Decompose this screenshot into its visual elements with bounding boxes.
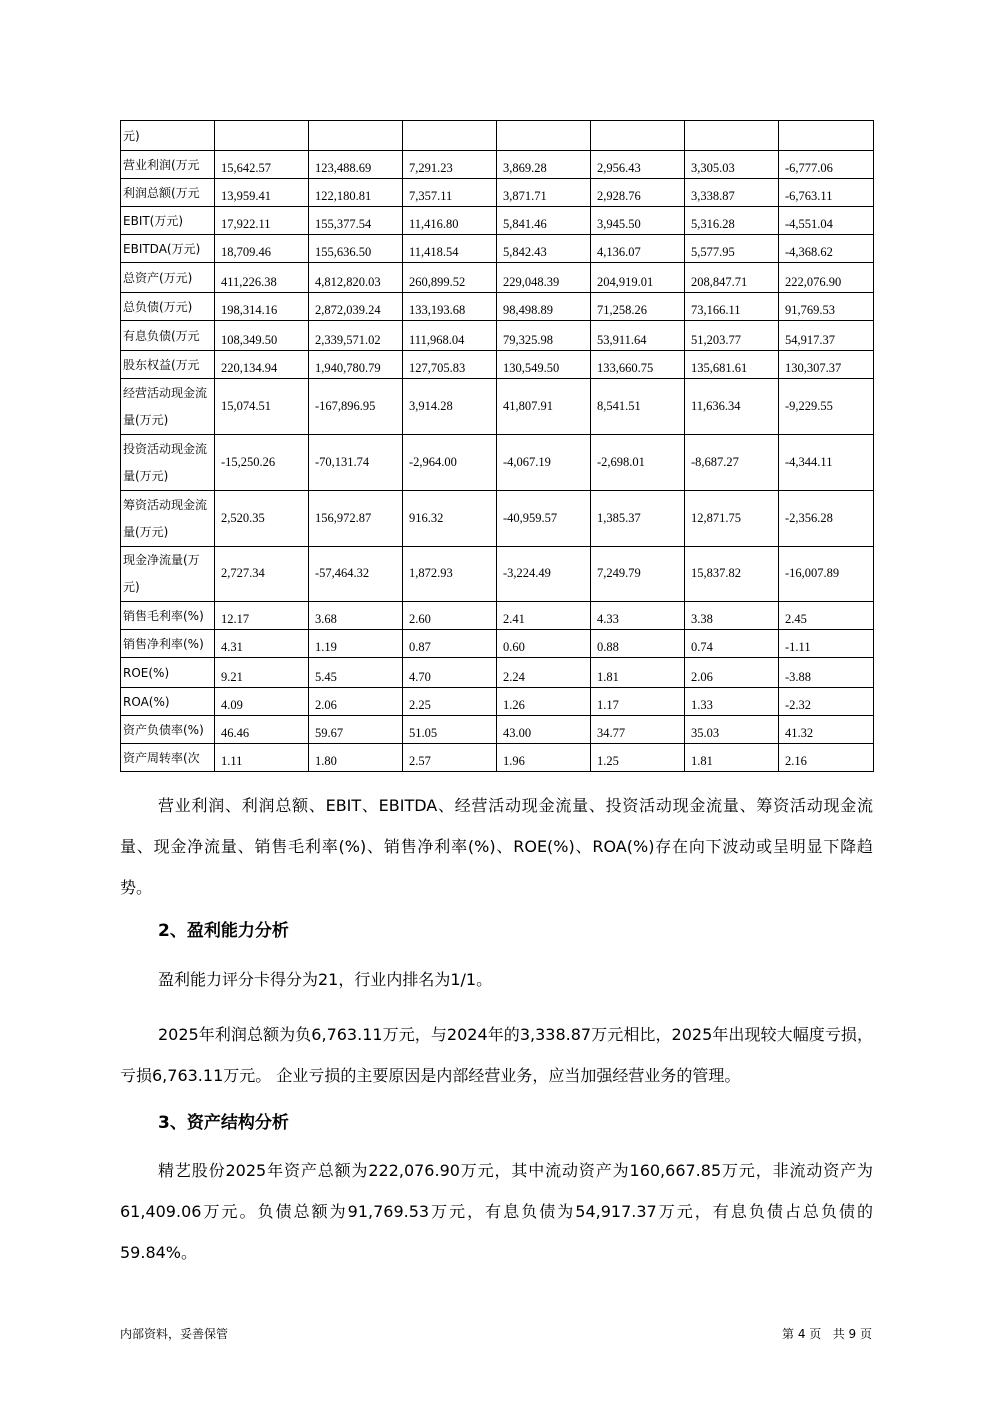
table-cell: 108,349.50 bbox=[215, 321, 309, 351]
table-cell: 2,956.43 bbox=[591, 151, 685, 179]
table-cell bbox=[215, 121, 309, 151]
table-cell: 4.70 bbox=[403, 658, 497, 688]
table-cell: 135,681.61 bbox=[685, 351, 779, 379]
row-label: 筹资活动现金流量(万元) bbox=[121, 491, 215, 547]
table-cell: 3,914.28 bbox=[403, 379, 497, 435]
table-cell: 1.96 bbox=[497, 744, 591, 772]
table-cell: 4.09 bbox=[215, 688, 309, 716]
table-row bbox=[121, 235, 874, 263]
table-cell: 1.33 bbox=[685, 688, 779, 716]
table-cell: 11,636.34 bbox=[685, 379, 779, 435]
table-cell: 54,917.37 bbox=[779, 321, 874, 351]
table-cell: 111,968.04 bbox=[403, 321, 497, 351]
table-cell: -9,229.55 bbox=[779, 379, 874, 435]
table-cell: 1.25 bbox=[591, 744, 685, 772]
table-cell: 204,919.01 bbox=[591, 263, 685, 293]
table-cell: 220,134.94 bbox=[215, 351, 309, 379]
table-cell: 133,193.68 bbox=[403, 293, 497, 321]
trend-paragraph: 营业利润、利润总额、EBIT、EBITDA、经营活动现金流量、投资活动现金流量、筹资活动现金流量、现金净流量、销售毛利率(%)、销售净利率(%)、ROE(%)、ROA(%)存在向下波动或呈明显下降趋势。 bbox=[120, 796, 873, 897]
table-cell: 1.26 bbox=[497, 688, 591, 716]
table-cell: 91,769.53 bbox=[779, 293, 874, 321]
table-cell: 17,922.11 bbox=[215, 207, 309, 235]
row-label: ROE(%) bbox=[121, 658, 215, 688]
table-cell: 51.05 bbox=[403, 716, 497, 744]
table-row bbox=[121, 491, 874, 547]
table-cell: 2.45 bbox=[779, 602, 874, 630]
row-label: 有息负债(万元 bbox=[121, 321, 215, 351]
table-row bbox=[121, 658, 874, 688]
table-row bbox=[121, 435, 874, 491]
table-cell: 12,871.75 bbox=[685, 491, 779, 547]
table-cell: -6,763.11 bbox=[779, 179, 874, 207]
table-row bbox=[121, 121, 874, 151]
table-cell: 229,048.39 bbox=[497, 263, 591, 293]
table-cell: 34.77 bbox=[591, 716, 685, 744]
table-cell: 7,291.23 bbox=[403, 151, 497, 179]
table-row bbox=[121, 151, 874, 179]
table-cell: -16,007.89 bbox=[779, 547, 874, 602]
table-cell: -2,698.01 bbox=[591, 435, 685, 491]
table-cell: 2.41 bbox=[497, 602, 591, 630]
table-row bbox=[121, 293, 874, 321]
table-cell: 2.06 bbox=[685, 658, 779, 688]
footer-page-number: 第 4 页 共 9 页 bbox=[782, 1327, 872, 1341]
row-label: 资产周转率(次 bbox=[121, 744, 215, 772]
table-cell: -6,777.06 bbox=[779, 151, 874, 179]
table-cell: 916.32 bbox=[403, 491, 497, 547]
table-cell: 3,871.71 bbox=[497, 179, 591, 207]
row-label: 总资产(万元) bbox=[121, 263, 215, 293]
table-cell: 3.38 bbox=[685, 602, 779, 630]
table-cell: -70,131.74 bbox=[309, 435, 403, 491]
table-cell: 2,727.34 bbox=[215, 547, 309, 602]
table-cell: 46.46 bbox=[215, 716, 309, 744]
table-cell: 2.57 bbox=[403, 744, 497, 772]
table-cell: 41.32 bbox=[779, 716, 874, 744]
row-label: 资产负债率(%) bbox=[121, 716, 215, 744]
table-cell: 130,307.37 bbox=[779, 351, 874, 379]
table-cell bbox=[403, 121, 497, 151]
table-cell: -4,551.04 bbox=[779, 207, 874, 235]
table-cell: 41,807.91 bbox=[497, 379, 591, 435]
table-cell: 133,660.75 bbox=[591, 351, 685, 379]
table-cell: 15,642.57 bbox=[215, 151, 309, 179]
table-cell: 4.31 bbox=[215, 630, 309, 658]
table-cell: 7,249.79 bbox=[591, 547, 685, 602]
row-label: 利润总额(万元 bbox=[121, 179, 215, 207]
table-cell: 2.60 bbox=[403, 602, 497, 630]
table-cell: 260,899.52 bbox=[403, 263, 497, 293]
table-cell: 3,338.87 bbox=[685, 179, 779, 207]
table-row bbox=[121, 379, 874, 435]
asset-detail-paragraph: 精艺股份2025年资产总额为222,076.90万元，其中流动资产为160,667.85万元，非流动资产为61,409.06万元。负债总额为91,769.53万元，有息负债为54,917.37万元，有息负债占总负债的59.84%。 bbox=[120, 1161, 873, 1262]
table-cell: 411,226.38 bbox=[215, 263, 309, 293]
table-row bbox=[121, 207, 874, 235]
table-cell: -8,687.27 bbox=[685, 435, 779, 491]
table-cell: 0.88 bbox=[591, 630, 685, 658]
table-cell: 3,869.28 bbox=[497, 151, 591, 179]
row-label: ROA(%) bbox=[121, 688, 215, 716]
row-label: EBIT(万元) bbox=[121, 207, 215, 235]
table-cell: -2,356.28 bbox=[779, 491, 874, 547]
table-cell: 2,339,571.02 bbox=[309, 321, 403, 351]
table-cell: 1.80 bbox=[309, 744, 403, 772]
row-label: 总负债(万元) bbox=[121, 293, 215, 321]
table-cell: 9.21 bbox=[215, 658, 309, 688]
table-cell: 198,314.16 bbox=[215, 293, 309, 321]
table-row bbox=[121, 716, 874, 744]
table-cell bbox=[591, 121, 685, 151]
table-cell: 1.17 bbox=[591, 688, 685, 716]
table-cell: 43.00 bbox=[497, 716, 591, 744]
table-cell: 3.68 bbox=[309, 602, 403, 630]
row-label: 销售毛利率(%) bbox=[121, 602, 215, 630]
table-cell: 3,305.03 bbox=[685, 151, 779, 179]
row-label: 现金净流量(万元) bbox=[121, 547, 215, 602]
table-cell: 1,872.93 bbox=[403, 547, 497, 602]
table-row bbox=[121, 602, 874, 630]
row-label: 销售净利率(%) bbox=[121, 630, 215, 658]
table-row bbox=[121, 688, 874, 716]
table-cell: 1,940,780.79 bbox=[309, 351, 403, 379]
profit-detail-paragraph: 2025年利润总额为负6,763.11万元，与2024年的3,338.87万元相比，2025年出现较大幅度亏损，亏损6,763.11万元。 企业亏损的主要原因是内部经营业务，应当加强经营业务的管理。 bbox=[120, 1025, 873, 1085]
table-cell: 98,498.89 bbox=[497, 293, 591, 321]
table-cell: -4,368.62 bbox=[779, 235, 874, 263]
table-cell: -2.32 bbox=[779, 688, 874, 716]
profit-score-paragraph: 盈利能力评分卡得分为21，行业内排名为1/1。 bbox=[158, 970, 493, 989]
table-cell: 130,549.50 bbox=[497, 351, 591, 379]
table-cell: 1.11 bbox=[215, 744, 309, 772]
table-cell: 73,166.11 bbox=[685, 293, 779, 321]
table-cell: -4,067.19 bbox=[497, 435, 591, 491]
row-label: 股东权益(万元 bbox=[121, 351, 215, 379]
table-cell: 59.67 bbox=[309, 716, 403, 744]
table-cell: 71,258.26 bbox=[591, 293, 685, 321]
table-cell: 79,325.98 bbox=[497, 321, 591, 351]
table-cell: 1.19 bbox=[309, 630, 403, 658]
table-cell: -4,344.11 bbox=[779, 435, 874, 491]
table-cell: -40,959.57 bbox=[497, 491, 591, 547]
table-cell: -15,250.26 bbox=[215, 435, 309, 491]
table-cell: 156,972.87 bbox=[309, 491, 403, 547]
table-cell: 2,872,039.24 bbox=[309, 293, 403, 321]
table-cell: 2.25 bbox=[403, 688, 497, 716]
table-cell: 4,136.07 bbox=[591, 235, 685, 263]
footer-confidential: 内部资料，妥善保管 bbox=[120, 1327, 229, 1341]
table-cell: 122,180.81 bbox=[309, 179, 403, 207]
table-cell: 155,377.54 bbox=[309, 207, 403, 235]
table-cell: 12.17 bbox=[215, 602, 309, 630]
table-cell: 155,636.50 bbox=[309, 235, 403, 263]
table-cell: 5,842.43 bbox=[497, 235, 591, 263]
table-row bbox=[121, 321, 874, 351]
table-cell bbox=[309, 121, 403, 151]
table-cell: -2,964.00 bbox=[403, 435, 497, 491]
table-cell bbox=[779, 121, 874, 151]
table-cell: 0.60 bbox=[497, 630, 591, 658]
table-cell: 123,488.69 bbox=[309, 151, 403, 179]
table-row bbox=[121, 630, 874, 658]
table-cell: 0.74 bbox=[685, 630, 779, 658]
table-row bbox=[121, 351, 874, 379]
row-label: 营业利润(万元 bbox=[121, 151, 215, 179]
table-cell: 35.03 bbox=[685, 716, 779, 744]
table-cell: -57,464.32 bbox=[309, 547, 403, 602]
table-cell: -3,224.49 bbox=[497, 547, 591, 602]
row-label: EBITDA(万元) bbox=[121, 235, 215, 263]
table-row bbox=[121, 179, 874, 207]
row-label: 元) bbox=[121, 121, 215, 151]
row-label: 投资活动现金流量(万元) bbox=[121, 435, 215, 491]
table-cell: 11,418.54 bbox=[403, 235, 497, 263]
table-row bbox=[121, 547, 874, 602]
table-cell: 2.24 bbox=[497, 658, 591, 688]
table-cell: 2.06 bbox=[309, 688, 403, 716]
table-cell: 222,076.90 bbox=[779, 263, 874, 293]
table-cell: 2.16 bbox=[779, 744, 874, 772]
table-cell: 208,847.71 bbox=[685, 263, 779, 293]
table-cell: 15,837.82 bbox=[685, 547, 779, 602]
table-row bbox=[121, 744, 874, 772]
table-cell: 1.81 bbox=[591, 658, 685, 688]
table-cell: 4,812,820.03 bbox=[309, 263, 403, 293]
table-cell: 5,316.28 bbox=[685, 207, 779, 235]
table-cell bbox=[685, 121, 779, 151]
table-cell: 1.81 bbox=[685, 744, 779, 772]
profit-heading: 2、盈利能力分析 bbox=[158, 921, 289, 941]
table-cell: 15,074.51 bbox=[215, 379, 309, 435]
table-cell: 5.45 bbox=[309, 658, 403, 688]
table-cell: 7,357.11 bbox=[403, 179, 497, 207]
table-cell: 18,709.46 bbox=[215, 235, 309, 263]
table-cell: 5,577.95 bbox=[685, 235, 779, 263]
table-cell: 2,520.35 bbox=[215, 491, 309, 547]
table-cell: 5,841.46 bbox=[497, 207, 591, 235]
table-row bbox=[121, 263, 874, 293]
table-cell: -3.88 bbox=[779, 658, 874, 688]
asset-heading: 3、资产结构分析 bbox=[158, 1113, 289, 1133]
table-cell: 53,911.64 bbox=[591, 321, 685, 351]
table-cell: 11,416.80 bbox=[403, 207, 497, 235]
table-cell: -167,896.95 bbox=[309, 379, 403, 435]
table-cell: 2,928.76 bbox=[591, 179, 685, 207]
row-label: 经营活动现金流量(万元) bbox=[121, 379, 215, 435]
table-cell: 4.33 bbox=[591, 602, 685, 630]
table-cell: -1.11 bbox=[779, 630, 874, 658]
table-cell: 13,959.41 bbox=[215, 179, 309, 207]
financial-indicator-table bbox=[120, 120, 874, 772]
table-cell bbox=[497, 121, 591, 151]
table-cell: 8,541.51 bbox=[591, 379, 685, 435]
table-cell: 127,705.83 bbox=[403, 351, 497, 379]
table-cell: 1,385.37 bbox=[591, 491, 685, 547]
table-cell: 3,945.50 bbox=[591, 207, 685, 235]
table-cell: 51,203.77 bbox=[685, 321, 779, 351]
table-cell: 0.87 bbox=[403, 630, 497, 658]
